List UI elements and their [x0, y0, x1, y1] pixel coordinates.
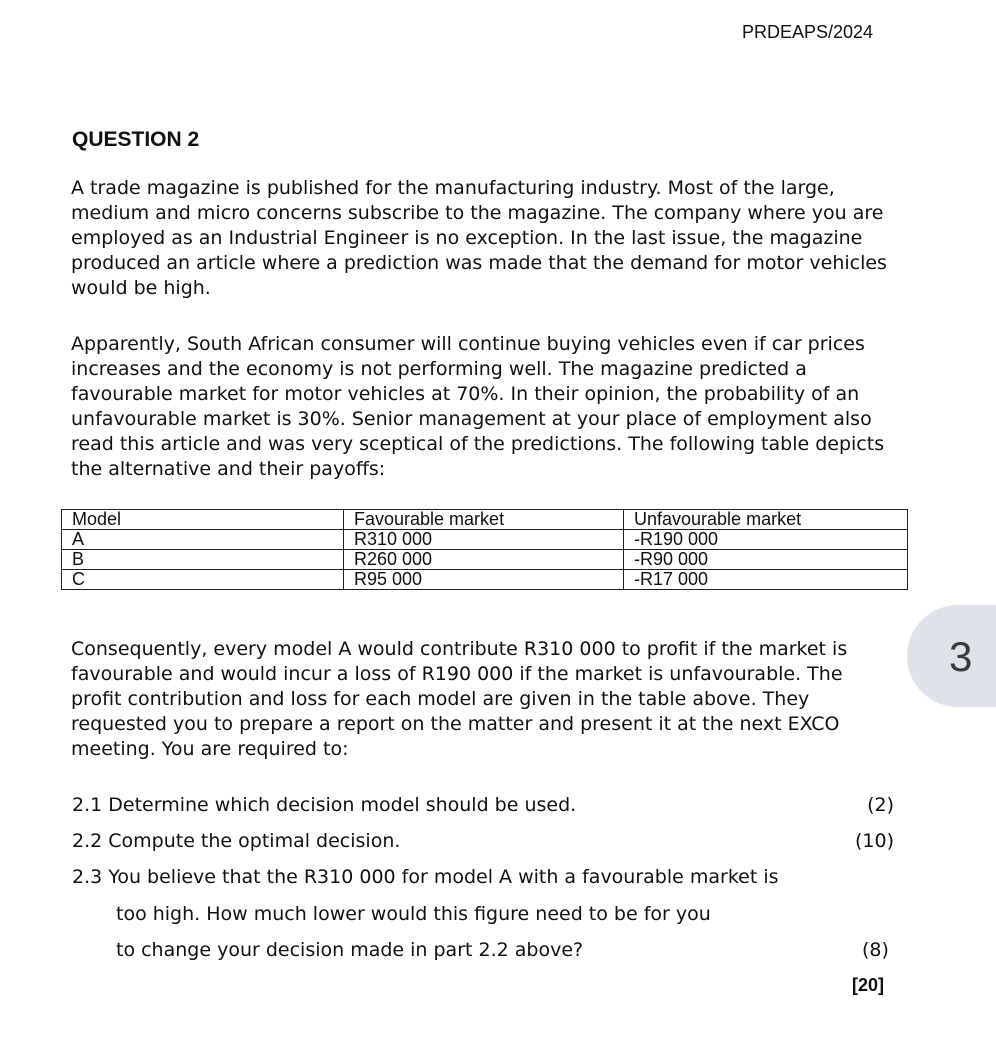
cell-unfavourable: -R90 000 [624, 550, 908, 570]
subquestion-marks: (2) [867, 794, 894, 816]
cell-model: B [62, 550, 344, 570]
subquestion-2-1 [72, 793, 894, 818]
subquestion-2-2 [72, 829, 894, 854]
table-row [62, 530, 908, 550]
cell-unfavourable: -R17 000 [624, 570, 908, 590]
context-paragraph: Apparently, South African consumer will continue buying vehicles even if car prices increases and the economy is not performing well. The magazine predicted a favourable market for motor vehicles at 70%. In their opinion, the probability of an unfavourable market is 30%. Senior management at your place of employment also read this article and was very sceptical of the predictions. The following table depicts the alternative and their payoffs: [71, 333, 885, 480]
header-favourable: Favourable market [344, 510, 624, 530]
cell-model: C [62, 570, 344, 590]
cell-favourable: R95 000 [344, 570, 624, 590]
cell-unfavourable: -R190 000 [624, 530, 908, 550]
requirements-paragraph: Consequently, every model A would contribute R310 000 to profit if the market is favourable and would incur a loss of R190 000 if the market is unfavourable. The profit contribution and loss for each model are given in the table above. They requested you to prepare a report on the matter and present it at the next EXCO meeting. You are required to: [71, 638, 848, 760]
subquestion-text: 2.1 Determine which decision model should be used. [72, 794, 577, 816]
document-code: PRDEAPS/2024 [742, 22, 874, 42]
subquestion-2-3-line-3: to change your decision made in part 2.2 above? [116, 939, 584, 961]
table-header-row [62, 510, 908, 530]
cell-favourable: R310 000 [344, 530, 624, 550]
subquestion-2-3-line-2: too high. How much lower would this figure need to be for you [116, 903, 711, 925]
question-title: QUESTION 2 [72, 128, 200, 151]
header-model: Model [62, 510, 344, 530]
cell-favourable: R260 000 [344, 550, 624, 570]
table-row [62, 550, 908, 570]
table-row [62, 570, 908, 590]
subquestion-text: 2.2 Compute the optimal decision. [72, 830, 401, 852]
subquestion-marks: (10) [854, 830, 894, 852]
subquestion-2-3-line-1: 2.3 You believe that the R310 000 for model A with a favourable market is [72, 866, 779, 888]
cell-model: A [62, 530, 344, 550]
header-unfavourable: Unfavourable market [624, 510, 908, 530]
total-marks: [20] [852, 975, 885, 995]
subquestion-marks: (8) [862, 939, 889, 961]
page-number-tab [907, 605, 996, 707]
intro-paragraph: A trade magazine is published for the manufacturing industry. Most of the large, medium and micro concerns subscribe to the magazine. The company where you are employed as an Industrial Engineer is no exception. In the last issue, the magazine produced an article where a prediction was made that the demand for motor vehicles would be high. [71, 177, 887, 299]
payoff-table [61, 509, 908, 590]
page-number: 3 [949, 633, 973, 680]
